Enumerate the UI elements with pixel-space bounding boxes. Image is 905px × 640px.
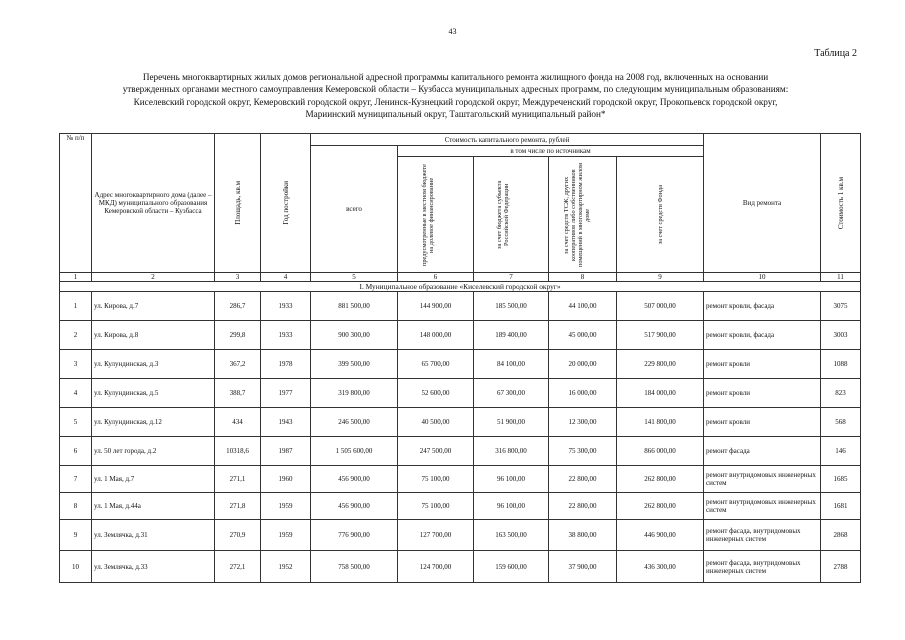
table-body <box>60 292 861 583</box>
row-total: 399 500,00 <box>311 350 398 379</box>
table-label: Таблица 2 <box>814 48 857 59</box>
header-repair-kind: Вид ремонта <box>704 134 821 273</box>
row-cost-per-sqm: 3075 <box>821 292 861 321</box>
row-year: 1959 <box>261 520 311 551</box>
row-region-budget: 67 300,00 <box>474 379 549 408</box>
row-owners-funds: 44 100,00 <box>549 292 617 321</box>
row-address: ул. Кулундинская, д.12 <box>92 408 215 437</box>
header-year-label: Год постройки <box>281 181 290 225</box>
row-address: ул. Кулундинская, д.5 <box>92 379 215 408</box>
row-local-budget: 40 500,00 <box>398 408 474 437</box>
row-fund: 262 800,00 <box>617 493 704 520</box>
row-owners-funds: 22 800,00 <box>549 493 617 520</box>
row-repair-kind: ремонт фасада, внутридомовых инженерных систем <box>704 520 821 551</box>
row-number: 4 <box>60 379 92 408</box>
row-repair-kind: ремонт внутридомовых инженерных систем <box>704 493 821 520</box>
column-number: 7 <box>474 273 549 282</box>
row-region-budget: 185 500,00 <box>474 292 549 321</box>
header-owners-funds <box>549 157 617 273</box>
row-address: ул. Землячка, д.33 <box>92 551 215 583</box>
page-number: 43 <box>448 27 457 36</box>
caption-line: Киселевский городской округ, Кемеровский городской округ, Ленинск-Кузнецкий городской округ, Междуреченский городской округ, Прокопьевск городской округ, <box>133 96 778 107</box>
row-repair-kind: ремонт внутридомовых инженерных систем <box>704 466 821 493</box>
row-region-budget: 189 400,00 <box>474 321 549 350</box>
row-fund: 229 800,00 <box>617 350 704 379</box>
row-cost-per-sqm: 146 <box>821 437 861 466</box>
row-address: ул. Кирова, д.7 <box>92 292 215 321</box>
header-area-label: Площадь, кв.м <box>233 181 242 225</box>
row-number: 8 <box>60 493 92 520</box>
row-local-budget: 144 900,00 <box>398 292 474 321</box>
column-number: 1 <box>60 273 92 282</box>
row-region-budget: 51 900,00 <box>474 408 549 437</box>
header-owners-funds-label: за счет средств ТСЖ, других кооперативов либо собственников помещений в многоквартирном жилом доме <box>562 162 591 267</box>
row-local-budget: 247 500,00 <box>398 437 474 466</box>
row-address: ул. Кулундинская, д.3 <box>92 350 215 379</box>
row-owners-funds: 38 800,00 <box>549 520 617 551</box>
row-owners-funds: 22 800,00 <box>549 466 617 493</box>
row-address: ул. Землячка, д.31 <box>92 520 215 551</box>
row-number: 9 <box>60 520 92 551</box>
row-repair-kind: ремонт кровли, фасада <box>704 292 821 321</box>
row-fund: 141 800,00 <box>617 408 704 437</box>
row-area: 271,8 <box>215 493 261 520</box>
column-number: 5 <box>311 273 398 282</box>
header-fund <box>617 157 704 273</box>
row-area: 286,7 <box>215 292 261 321</box>
table-row <box>60 292 861 321</box>
row-fund: 436 300,00 <box>617 551 704 583</box>
header-address: Адрес многоквартирного дома (далее – МКД) муниципального образования Кемеровской области – Кузбасса <box>92 134 215 273</box>
row-cost-per-sqm: 1681 <box>821 493 861 520</box>
row-area: 367,2 <box>215 350 261 379</box>
row-total: 456 900,00 <box>311 493 398 520</box>
row-area: 270,9 <box>215 520 261 551</box>
row-year: 1933 <box>261 292 311 321</box>
row-number: 2 <box>60 321 92 350</box>
row-total: 881 500,00 <box>311 292 398 321</box>
caption-line: Мариинский муниципальный округ, Таштагольский муниципальный район* <box>305 108 606 119</box>
row-local-budget: 124 700,00 <box>398 551 474 583</box>
row-year: 1933 <box>261 321 311 350</box>
row-total: 456 900,00 <box>311 466 398 493</box>
row-area: 272,1 <box>215 551 261 583</box>
row-cost-per-sqm: 1088 <box>821 350 861 379</box>
table-caption <box>48 71 863 120</box>
row-number: 10 <box>60 551 92 583</box>
column-number: 8 <box>549 273 617 282</box>
header-total: всего <box>311 146 398 273</box>
column-number-row <box>60 273 861 282</box>
row-local-budget: 127 700,00 <box>398 520 474 551</box>
column-number: 4 <box>261 273 311 282</box>
header-sources-group: в том числе по источникам <box>398 146 704 157</box>
column-number: 9 <box>617 273 704 282</box>
row-owners-funds: 37 900,00 <box>549 551 617 583</box>
table-row <box>60 321 861 350</box>
row-area: 10318,6 <box>215 437 261 466</box>
row-owners-funds: 16 000,00 <box>549 379 617 408</box>
row-year: 1943 <box>261 408 311 437</box>
row-owners-funds: 75 300,00 <box>549 437 617 466</box>
row-fund: 262 800,00 <box>617 466 704 493</box>
header-fund-label: за счет средств Фонда <box>656 184 664 245</box>
row-owners-funds: 45 000,00 <box>549 321 617 350</box>
row-year: 1978 <box>261 350 311 379</box>
row-year: 1960 <box>261 466 311 493</box>
section-title: I. Муниципальное образование «Киселевский городской округ» <box>60 282 861 292</box>
row-total: 1 505 600,00 <box>311 437 398 466</box>
row-address: ул. 50 лет города, д.2 <box>92 437 215 466</box>
table-row <box>60 350 861 379</box>
row-fund: 184 000,00 <box>617 379 704 408</box>
header-area <box>215 134 261 273</box>
table-row <box>60 379 861 408</box>
row-year: 1952 <box>261 551 311 583</box>
header-local-budget <box>398 157 474 273</box>
row-total: 776 900,00 <box>311 520 398 551</box>
row-region-budget: 96 100,00 <box>474 493 549 520</box>
repair-program-table <box>59 133 861 583</box>
header-cost-per-sqm <box>821 134 861 273</box>
header-region-budget <box>474 157 549 273</box>
header-cost-group: Стоимость капитального ремонта, рублей <box>311 134 704 146</box>
row-total: 319 800,00 <box>311 379 398 408</box>
caption-line: утвержденных органами местного самоуправления Кемеровской области – Кузбасса муниципальных адресных программ, по следующим муниципальным образованиям: <box>122 84 789 95</box>
table-row <box>60 551 861 583</box>
row-number: 5 <box>60 408 92 437</box>
header-region-budget-label: за счет бюджета субъекта Российской Федерации <box>496 180 510 249</box>
section-row <box>60 282 861 292</box>
row-number: 1 <box>60 292 92 321</box>
row-cost-per-sqm: 3003 <box>821 321 861 350</box>
row-fund: 446 900,00 <box>617 520 704 551</box>
row-cost-per-sqm: 823 <box>821 379 861 408</box>
caption-line: Перечень многоквартирных жилых домов региональной адресной программы капитального ремонта жилищного фонда на 2008 год, включенных на основании <box>142 72 769 82</box>
row-local-budget: 75 100,00 <box>398 493 474 520</box>
row-repair-kind: ремонт фасада, внутридомовых инженерных систем <box>704 551 821 583</box>
header-cost-per-sqm-label: Стоимость 1 кв.м <box>836 176 845 230</box>
row-region-budget: 163 500,00 <box>474 520 549 551</box>
row-cost-per-sqm: 2788 <box>821 551 861 583</box>
row-area: 388,7 <box>215 379 261 408</box>
row-region-budget: 84 100,00 <box>474 350 549 379</box>
row-repair-kind: ремонт кровли <box>704 408 821 437</box>
row-local-budget: 148 000,00 <box>398 321 474 350</box>
row-total: 900 300,00 <box>311 321 398 350</box>
column-number: 10 <box>704 273 821 282</box>
row-repair-kind: ремонт кровли <box>704 350 821 379</box>
row-address: ул. 1 Мая, д.7 <box>92 466 215 493</box>
row-year: 1977 <box>261 379 311 408</box>
row-repair-kind: ремонт кровли, фасада <box>704 321 821 350</box>
row-cost-per-sqm: 2868 <box>821 520 861 551</box>
row-area: 271,1 <box>215 466 261 493</box>
row-region-budget: 316 800,00 <box>474 437 549 466</box>
header-year <box>261 134 311 273</box>
row-local-budget: 75 100,00 <box>398 466 474 493</box>
row-fund: 517 900,00 <box>617 321 704 350</box>
row-total: 758 500,00 <box>311 551 398 583</box>
row-cost-per-sqm: 568 <box>821 408 861 437</box>
row-number: 6 <box>60 437 92 466</box>
row-repair-kind: ремонт кровли <box>704 379 821 408</box>
row-repair-kind: ремонт фасада <box>704 437 821 466</box>
row-region-budget: 96 100,00 <box>474 466 549 493</box>
table-row <box>60 520 861 551</box>
row-owners-funds: 20 000,00 <box>549 350 617 379</box>
row-address: ул. 1 Мая, д.44а <box>92 493 215 520</box>
column-number: 11 <box>821 273 861 282</box>
table-row <box>60 408 861 437</box>
table-row <box>60 466 861 493</box>
column-number: 3 <box>215 273 261 282</box>
header-local-budget-label: предусмотренные в местном бюджете на долевое финансирование <box>420 163 435 266</box>
row-fund: 866 000,00 <box>617 437 704 466</box>
row-area: 434 <box>215 408 261 437</box>
row-year: 1987 <box>261 437 311 466</box>
row-local-budget: 65 700,00 <box>398 350 474 379</box>
table-row <box>60 493 861 520</box>
column-number: 2 <box>92 273 215 282</box>
row-number: 7 <box>60 466 92 493</box>
row-address: ул. Кирова, д.8 <box>92 321 215 350</box>
row-fund: 507 000,00 <box>617 292 704 321</box>
header-number: № п/п <box>60 134 92 273</box>
row-total: 246 500,00 <box>311 408 398 437</box>
table-row <box>60 437 861 466</box>
column-number: 6 <box>398 273 474 282</box>
row-year: 1959 <box>261 493 311 520</box>
row-region-budget: 159 600,00 <box>474 551 549 583</box>
row-owners-funds: 12 300,00 <box>549 408 617 437</box>
row-cost-per-sqm: 1685 <box>821 466 861 493</box>
row-local-budget: 52 600,00 <box>398 379 474 408</box>
row-area: 299,8 <box>215 321 261 350</box>
row-number: 3 <box>60 350 92 379</box>
